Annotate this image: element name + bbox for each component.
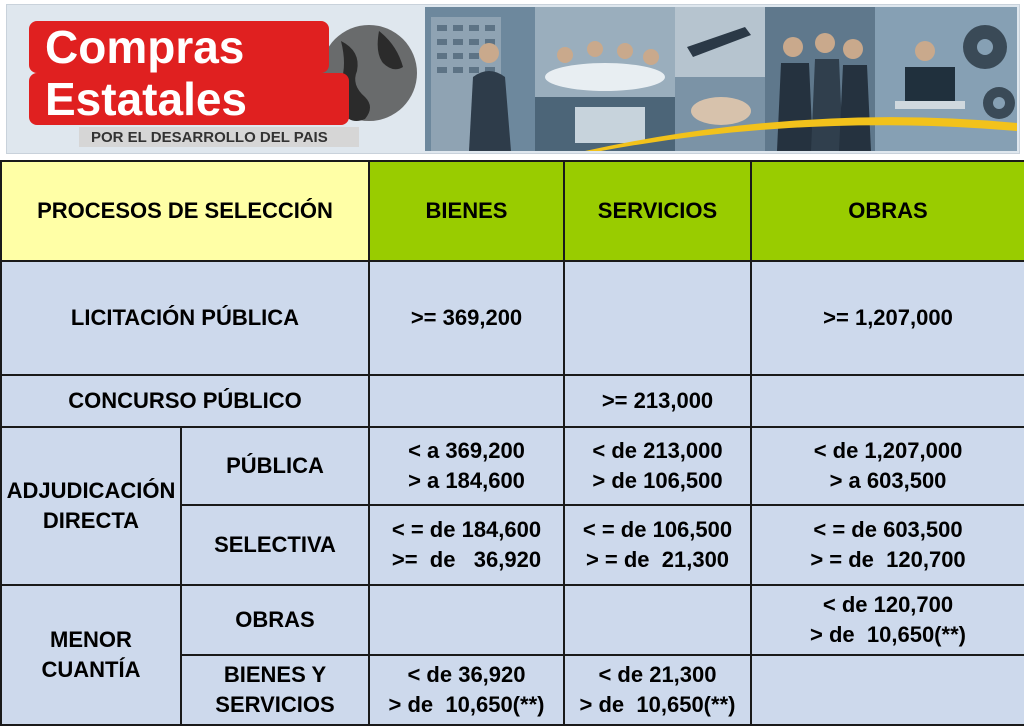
menor-bys-servicios-lower: > de 10,650(**)	[579, 692, 736, 717]
publica-servicios-lower: > de 106,500	[592, 468, 723, 493]
menor-label-2: CUANTÍA	[41, 657, 141, 682]
selectiva-obras-upper: < = de 603,500	[813, 517, 963, 542]
publica-bienes	[369, 427, 564, 505]
adjudicacion-label-1: ADJUDICACIÓN	[6, 478, 176, 503]
selectiva-servicios	[564, 505, 751, 585]
logo-line1: Compras	[45, 21, 245, 73]
menor-obras-label: OBRAS	[181, 585, 369, 655]
menor-bys-servicios	[564, 655, 751, 725]
header-obras: OBRAS	[751, 161, 1024, 261]
menor-obras-upper: < de 120,700	[822, 592, 954, 617]
row-adjudicacion-label	[1, 427, 181, 585]
adjudicacion-publica-label: PÚBLICA	[181, 427, 369, 505]
licitacion-servicios	[564, 261, 751, 375]
photo-collage-image	[425, 7, 1017, 151]
selection-process-table	[0, 160, 1024, 724]
header-banner	[6, 4, 1020, 154]
adjudicacion-label-2: DIRECTA	[42, 508, 140, 533]
menor-obras-servicios	[564, 585, 751, 655]
compras-estatales-logo	[19, 11, 419, 149]
logo-line2: Estatales	[45, 73, 248, 125]
menor-label-1: MENOR	[50, 627, 132, 652]
menor-bys-obras	[751, 655, 1024, 725]
row-licitacion-label: LICITACIÓN PÚBLICA	[1, 261, 369, 375]
menor-bys-label-2: SERVICIOS	[215, 692, 335, 717]
menor-obras-bienes	[369, 585, 564, 655]
header-servicios: SERVICIOS	[564, 161, 751, 261]
row-menor-label	[1, 585, 181, 725]
header-procesos: PROCESOS DE SELECCIÓN	[1, 161, 369, 261]
selectiva-bienes-upper: < = de 184,600	[391, 517, 542, 542]
adjudicacion-selectiva-label: SELECTIVA	[181, 505, 369, 585]
selectiva-bienes-lower: >= de 36,920	[391, 547, 542, 572]
menor-bys-label	[181, 655, 369, 725]
concurso-servicios: >= 213,000	[564, 375, 751, 427]
publica-obras-lower: > a 603,500	[829, 468, 947, 493]
licitacion-bienes: >= 369,200	[369, 261, 564, 375]
menor-bys-bienes-upper: < de 36,920	[407, 662, 526, 687]
licitacion-obras: >= 1,207,000	[751, 261, 1024, 375]
row-concurso-label: CONCURSO PÚBLICO	[1, 375, 369, 427]
header-bienes: BIENES	[369, 161, 564, 261]
menor-bys-servicios-upper: < de 21,300	[598, 662, 717, 687]
menor-obras-obras	[751, 585, 1024, 655]
publica-servicios	[564, 427, 751, 505]
selectiva-obras-lower: > = de 120,700	[810, 547, 966, 572]
menor-bys-bienes-lower: > de 10,650(**)	[388, 692, 545, 717]
selectiva-obras	[751, 505, 1024, 585]
selectiva-servicios-lower: > = de 21,300	[585, 547, 730, 572]
concurso-obras	[751, 375, 1024, 427]
business-photo-collage	[425, 7, 1017, 151]
selectiva-servicios-upper: < = de 106,500	[582, 517, 733, 542]
publica-servicios-upper: < de 213,000	[592, 438, 723, 463]
logo-tagline: POR EL DESARROLLO DEL PAIS	[91, 129, 328, 146]
publica-bienes-lower: > a 184,600	[408, 468, 525, 493]
publica-obras-upper: < de 1,207,000	[813, 438, 963, 463]
concurso-bienes	[369, 375, 564, 427]
selectiva-bienes	[369, 505, 564, 585]
publica-bienes-upper: < a 369,200	[408, 438, 525, 463]
menor-bys-bienes	[369, 655, 564, 725]
menor-obras-lower: > de 10,650(**)	[810, 622, 966, 647]
menor-bys-label-1: BIENES Y	[223, 662, 327, 687]
publica-obras	[751, 427, 1024, 505]
